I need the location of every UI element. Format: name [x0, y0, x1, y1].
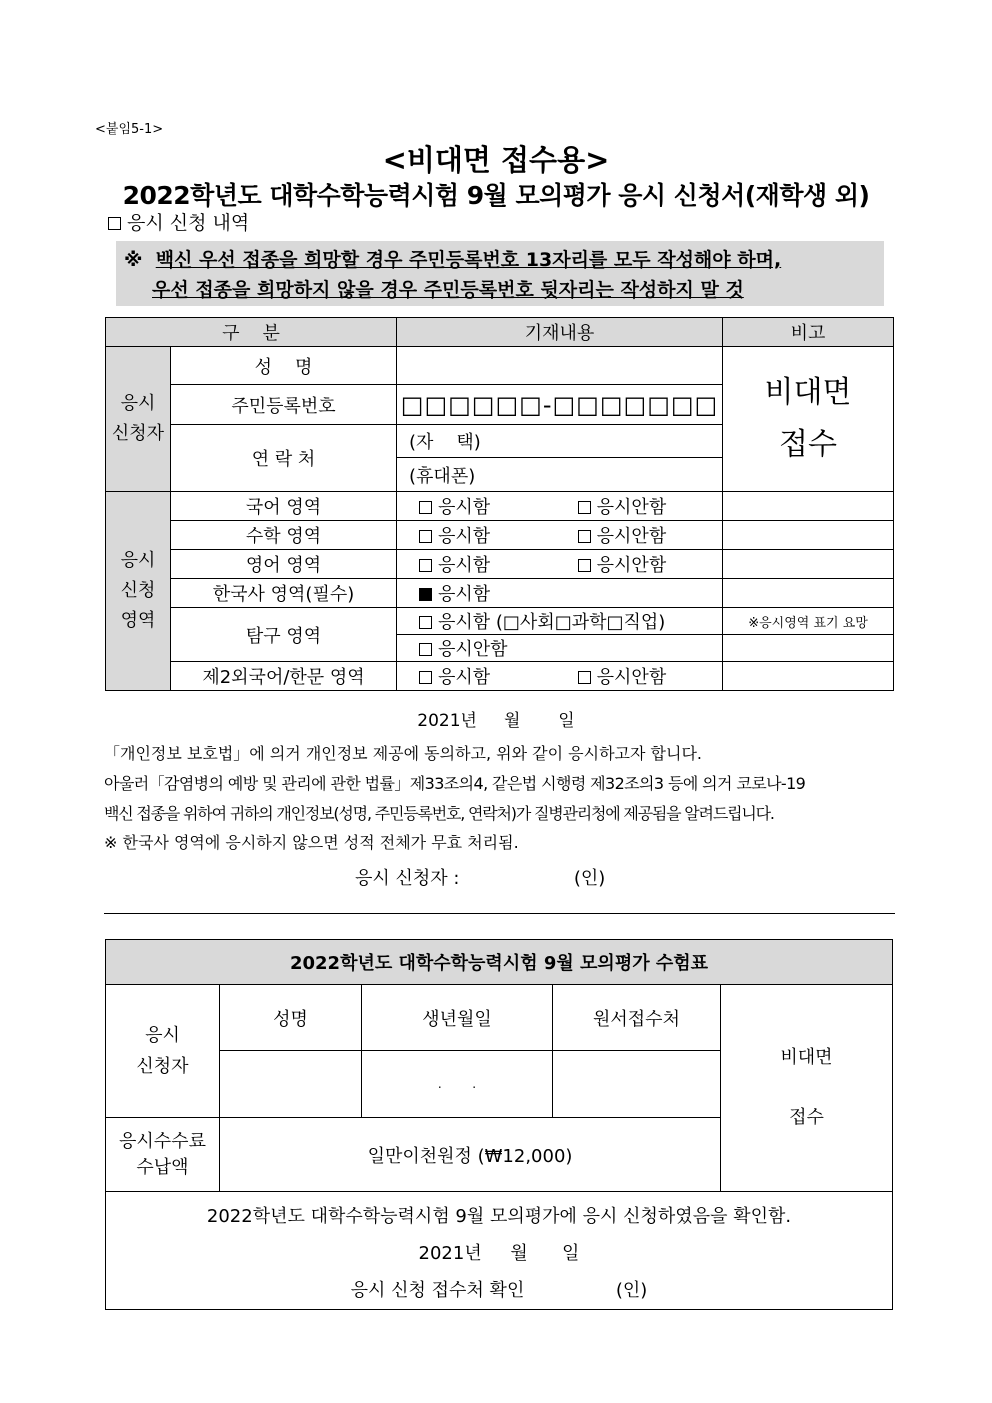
ticket-office-field[interactable] — [553, 1051, 721, 1118]
application-date: 2021년 월 일 — [417, 711, 575, 731]
checkbox-history-take[interactable] — [419, 588, 432, 601]
english-options — [397, 550, 723, 579]
inquiry-options-text: 응시함 (□사회□과학□직업) — [438, 612, 666, 633]
subject-foreign: 제2외국어/한문 영역 — [171, 662, 397, 691]
ticket-fee-value: 일만이천원정 (₩12,000) — [220, 1118, 721, 1192]
consent-paragraph-3: 백신 접종을 위하여 귀하의 개인정보(성명, 주민등록번호, 연락처)가 질병관리청에 제공됨을 알려드립니다. — [104, 804, 774, 823]
remark-foreign — [723, 662, 894, 691]
subject-math: 수학 영역 — [171, 521, 397, 550]
applicant-group: 응시 신청자 — [106, 347, 171, 492]
option-not-take: 응시안함 — [596, 555, 667, 576]
inquiry-not-take-options — [397, 635, 723, 662]
subject-history: 한국사 영역(필수) — [171, 579, 397, 608]
notice-box — [116, 241, 884, 306]
consent-paragraph-2: 아울러「감염병의 예방 및 관리에 관한 법률」제33조의4, 같은법 시행령 제32조의3 등에 의거 코로나-19 — [104, 774, 806, 793]
notice-line1: 백신 우선 접종을 희망할 경우 주민등록번호 13자리를 모두 작성해야 하며, — [155, 249, 782, 271]
remark-history — [723, 579, 894, 608]
subject-inquiry: 탐구 영역 — [171, 608, 397, 662]
history-warning: ※ 한국사 영역에 응시하지 않으면 성적 전체가 무효 처리됨. — [104, 833, 519, 852]
checkbox-korean-take[interactable] — [419, 501, 432, 514]
checkbox-english-take[interactable] — [419, 559, 432, 572]
header-content: 기재내용 — [397, 318, 723, 347]
home-phone-field[interactable]: (자 택) — [397, 425, 723, 458]
remark-math — [723, 521, 894, 550]
ticket-non-face: 비대면 접수 — [721, 985, 893, 1192]
section-label-text: 응시 신청 내역 — [127, 212, 250, 234]
option-take: 응시함 — [438, 667, 491, 688]
exam-ticket-table — [105, 939, 893, 1310]
consent-paragraph-1: 「개인정보 보호법」에 의거 개인정보 제공에 동의하고, 위와 같이 응시하고자 합니다. — [104, 744, 702, 763]
ticket-confirmation — [106, 1192, 893, 1310]
ticket-confirm-text: 2022학년도 대학수학능력시험 9월 모의평가에 응시 신청하였음을 확인함. — [206, 1206, 792, 1227]
checkbox-korean-not-take[interactable] — [578, 501, 591, 514]
ssn-field[interactable]: □□□□□□-□□□□□□□ — [397, 385, 723, 425]
application-table — [105, 317, 894, 691]
non-face-remark: 비대면 접수 — [723, 347, 894, 492]
header-remarks: 비고 — [723, 318, 894, 347]
option-take: 응시함 — [438, 584, 491, 605]
option-take: 응시함 — [438, 497, 491, 518]
checkbox-inquiry-take[interactable] — [419, 616, 432, 629]
ticket-dob-field[interactable]: . . — [362, 1051, 553, 1118]
option-not-take: 응시안함 — [438, 639, 508, 660]
ticket-name-label: 성명 — [220, 985, 362, 1051]
option-not-take: 응시안함 — [596, 497, 667, 518]
ticket-title: 2022학년도 대학수학능력시험 9월 모의평가 수험표 — [106, 940, 893, 985]
option-take: 응시함 — [438, 555, 491, 576]
ticket-office-label: 원서접수처 — [553, 985, 721, 1051]
name-label: 성 명 — [171, 347, 397, 385]
history-options — [397, 579, 723, 608]
ticket-dob-label: 생년월일 — [362, 985, 553, 1051]
remark-english — [723, 550, 894, 579]
subject-group: 응시 신청 영역 — [106, 492, 171, 691]
option-not-take: 응시안함 — [596, 526, 667, 547]
checkbox-foreign-not-take[interactable] — [578, 671, 591, 684]
applicant-signature: 응시 신청자 : (인) — [355, 868, 606, 889]
subject-english: 영어 영역 — [171, 550, 397, 579]
remark-korean — [723, 492, 894, 521]
mobile-phone-field[interactable]: (휴대폰) — [397, 458, 723, 492]
cut-line — [104, 913, 895, 914]
inquiry-take-options — [397, 608, 723, 635]
header-category: 구 분 — [106, 318, 397, 347]
checkbox-icon — [108, 217, 121, 230]
checkbox-foreign-take[interactable] — [419, 671, 432, 684]
section-label — [108, 208, 249, 235]
ticket-applicant-label: 응시 신청자 — [106, 985, 220, 1118]
ticket-date: 2021년 월 일 — [418, 1243, 580, 1264]
notice-mark: ※ — [124, 249, 143, 271]
ticket-name-field[interactable] — [220, 1051, 362, 1118]
checkbox-math-take[interactable] — [419, 530, 432, 543]
ticket-fee-label: 응시수수료 수납액 — [106, 1118, 220, 1192]
inquiry-note: ※응시영역 표기 요망 — [723, 608, 894, 635]
form-title: 2022학년도 대학수학능력시험 9월 모의평가 응시 신청서(재학생 외) — [122, 181, 870, 210]
foreign-options — [397, 662, 723, 691]
option-take: 응시함 — [438, 526, 491, 547]
checkbox-inquiry-not-take[interactable] — [419, 643, 432, 656]
name-field[interactable] — [397, 347, 723, 385]
math-options — [397, 521, 723, 550]
subject-korean: 국어 영역 — [171, 492, 397, 521]
checkbox-math-not-take[interactable] — [578, 530, 591, 543]
attachment-label: <붙임5-1> — [95, 122, 164, 137]
korean-options — [397, 492, 723, 521]
remark-inquiry — [723, 635, 894, 662]
ticket-signature: 응시 신청 접수처 확인 (인) — [350, 1280, 648, 1301]
checkbox-english-not-take[interactable] — [578, 559, 591, 572]
contact-label: 연 락 처 — [171, 425, 397, 492]
option-not-take: 응시안함 — [596, 667, 667, 688]
ssn-label: 주민등록번호 — [171, 385, 397, 425]
form-subtitle: <비대면 접수용> — [382, 143, 610, 177]
notice-line2: 우선 접종을 희망하지 않을 경우 주민등록번호 뒷자리는 작성하지 말 것 — [152, 279, 744, 301]
